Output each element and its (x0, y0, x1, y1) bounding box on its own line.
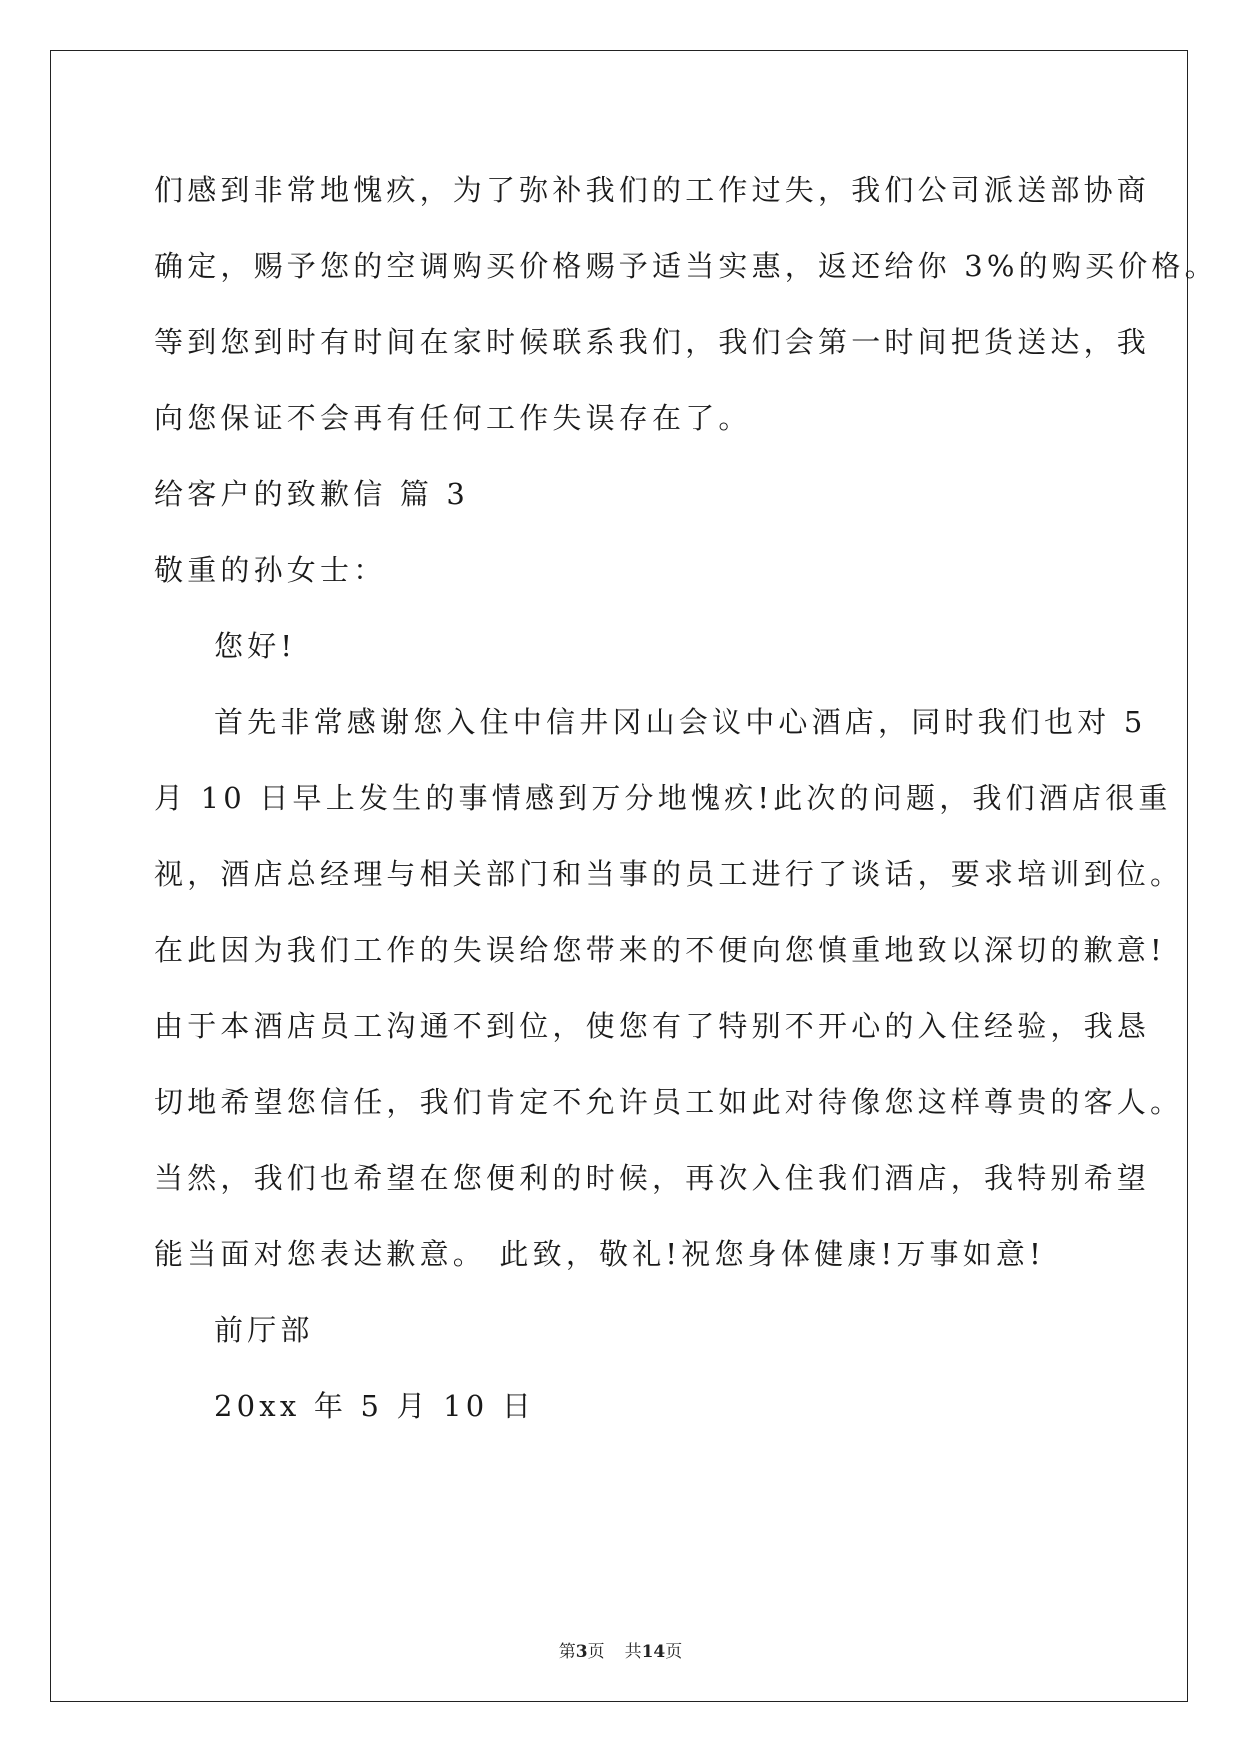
closing-line: 能当面对您表达歉意。 此致，敬礼!祝您身体健康!万事如意! (154, 1237, 1045, 1271)
salutation: 敬重的孙女士： (154, 553, 387, 587)
body-line: 由于本酒店员工沟通不到位，使您有了特别不开心的入住经验，我恳 (154, 1009, 1151, 1043)
body-line: 在此因为我们工作的失误给您带来的不便向您慎重地致以深切的歉意! (154, 933, 1166, 967)
body-line: 向您保证不会再有任何工作失误存在了。 (154, 401, 752, 435)
current-page-number: 3 (575, 1642, 588, 1662)
body-line: 确定，赐予您的空调购买价格赐予适当实惠，返还给你 3%的购买价格。 (154, 249, 1218, 283)
body-line: 们感到非常地愧疚，为了弥补我们的工作过失，我们公司派送部协商 (154, 173, 1151, 207)
body-line: 首先非常感谢您入住中信井冈山会议中心酒店，同时我们也对 5 (214, 705, 1147, 739)
body-line: 切地希望您信任，我们肯定不允许员工如此对待像您这样尊贵的客人。 (154, 1085, 1184, 1119)
total-prefix: 共 (624, 1642, 642, 1662)
signature-department: 前厅部 (214, 1313, 314, 1347)
greeting: 您好! (214, 629, 297, 663)
total-unit: 页 (665, 1642, 683, 1662)
section-heading: 给客户的致歉信 篇 3 (154, 477, 470, 511)
page-prefix: 第 (558, 1642, 576, 1662)
total-pages-number: 14 (641, 1642, 666, 1662)
signature-date: 20xx 年 5 月 10 日 (214, 1389, 536, 1423)
page-unit: 页 (587, 1642, 605, 1662)
body-line: 视，酒店总经理与相关部门和当事的员工进行了谈话，要求培训到位。 (154, 857, 1184, 891)
body-line: 当然，我们也希望在您便利的时候，再次入住我们酒店，我特别希望 (154, 1161, 1151, 1195)
page-footer (0, 1640, 1241, 1664)
body-line: 等到您到时有时间在家时候联系我们，我们会第一时间把货送达，我 (154, 325, 1151, 359)
body-line: 月 10 日早上发生的事情感到万分地愧疚!此次的问题，我们酒店很重 (154, 781, 1172, 815)
